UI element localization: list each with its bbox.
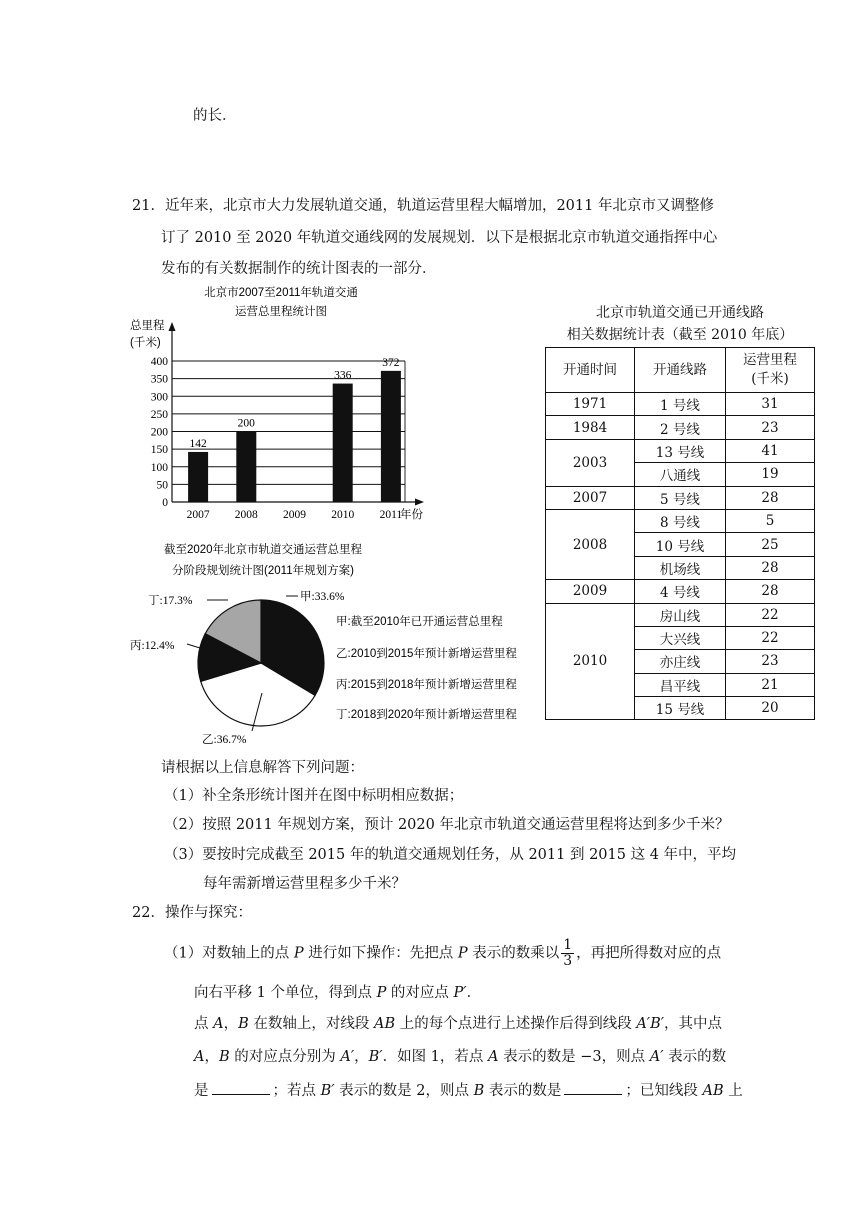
y-tick-label: 150: [150, 444, 168, 457]
fraction-one-third: [561, 938, 574, 969]
pie-chart: [130, 538, 545, 750]
cell-line-name: 大兴线: [635, 626, 726, 649]
bar-2008: [236, 432, 256, 503]
y-axis-label-1: 总里程: [130, 320, 165, 332]
cell-line-name: 1 号线: [635, 393, 726, 416]
pie-slices: [198, 600, 324, 726]
text-seg: 表示的数是 2，则点: [334, 1083, 474, 1099]
cell-open-year: 2010: [546, 603, 635, 720]
table-row: [546, 509, 815, 532]
text-seg: ，: [354, 1049, 369, 1065]
pie-label-yi: 乙:36.7%: [202, 734, 247, 746]
text-seg: ，: [204, 1049, 219, 1065]
y-tick-label: 50: [156, 479, 168, 492]
text-seg: 上的每个点进行上述操作后得到线段: [395, 1016, 637, 1032]
x-tick-2007: 2007: [186, 509, 210, 521]
q22-heading: [132, 903, 252, 923]
q21-number: 21．: [132, 198, 165, 214]
text-seg: 表示的数: [663, 1049, 727, 1065]
text-seg: ，再把所得数对应的点: [576, 945, 722, 962]
bar-value-2011: 372: [382, 356, 400, 369]
cell-mileage: 20: [726, 697, 815, 720]
cell-mileage: 28: [726, 486, 815, 509]
q22-line-1: [164, 938, 721, 969]
q21-line-1: 近年来，北京市大力发展轨道交通，轨道运营里程大幅增加，2011 年北京市又调整修: [164, 198, 714, 214]
pie-legend-ding: 丁:2018到2020年预计新增运营里程: [336, 709, 517, 721]
sub-question-2: （2）按照 2011 年规划方案，预计 2020 年北京市轨道交通运营里程将达到多少千米？: [164, 817, 730, 833]
x-axis-label: 年份: [400, 509, 423, 521]
data-table: [545, 347, 815, 720]
var-b-prime: B′: [368, 1049, 383, 1065]
x-tick-labels: [187, 509, 403, 521]
fraction-denominator: 3: [563, 953, 573, 969]
table-header-row: [546, 348, 815, 393]
cell-mileage: 19: [726, 463, 815, 486]
header-mileage: 运营里程 (千米): [726, 348, 815, 393]
cell-mileage: 25: [726, 533, 815, 556]
text-seg: ，: [223, 1016, 239, 1032]
cell-open-year: 2008: [546, 509, 635, 579]
var-b-prime: B′: [320, 1083, 335, 1099]
header-open-time: 开通时间: [546, 348, 635, 393]
var-b: B: [218, 1049, 230, 1065]
cell-line-name: 房山线: [635, 603, 726, 626]
cell-line-name: 机场线: [635, 556, 726, 579]
sub-question-3a: （3）要按时完成截至 2015 年的轨道交通规划任务，从 2011 到 2015 这 4 年中，平均: [164, 847, 737, 863]
text-seg: 进行如下操作：先把点: [303, 945, 458, 962]
var-ab: AB: [373, 1016, 396, 1032]
cell-mileage: 28: [726, 580, 815, 603]
cell-line-name: 昌平线: [635, 673, 726, 696]
pie-legend-yi: 乙:2010到2015年预计新增运营里程: [336, 648, 517, 660]
text-seg: 的对应点分别为: [229, 1049, 341, 1065]
pie-label-jia: 甲:33.6%: [300, 591, 345, 603]
bar-2011: [381, 371, 401, 502]
var-p: P: [293, 945, 304, 962]
q21-line-2: 订了 2010 至 2020 年轨道交通线网的发展规划．以下是根据北京市轨道交通指挥中心: [161, 230, 718, 246]
bars: [188, 371, 401, 502]
bar-2007: [188, 452, 208, 502]
bar-value-labels: [189, 357, 399, 450]
q22-title: 操作与探究：: [164, 905, 252, 921]
var-apbp: A′B′: [636, 1016, 665, 1032]
text-seg: ．: [466, 985, 482, 1001]
x-tick-2011: 2011: [379, 509, 403, 521]
table-row: [546, 486, 815, 509]
pie-chart-title-1: 截至2020年北京市轨道交通运营总里程: [163, 544, 363, 556]
table-title-1: 北京市轨道交通已开通线路: [596, 305, 764, 321]
x-tick-2009: 2009: [283, 509, 306, 521]
cell-open-year: 1971: [546, 393, 635, 416]
leader-bing: [187, 644, 200, 648]
cell-mileage: 23: [726, 416, 815, 439]
text-seg: 点: [194, 1016, 214, 1032]
cell-open-year: 2009: [546, 580, 635, 603]
table-row: [546, 416, 815, 439]
pie-legend-bing: 丙:2015到2018年预计新增运营里程: [336, 679, 517, 691]
q22-line-4: [194, 1047, 726, 1067]
var-a: A: [488, 1049, 499, 1065]
cell-line-name: 5 号线: [635, 486, 726, 509]
text-seg: ；若点: [272, 1083, 321, 1099]
cell-mileage: 22: [726, 626, 815, 649]
pie-chart-title-2: 分阶段规划统计图(2011年规划方案): [172, 565, 354, 577]
table-row: [546, 580, 815, 603]
q21-line-3: 发布的有关数据制作的统计图表的一部分．: [161, 261, 437, 277]
text-seg: 是: [194, 1083, 209, 1099]
table-row: [546, 393, 815, 416]
y-tick-label: 300: [150, 391, 168, 404]
x-axis-arrow: [415, 499, 424, 506]
var-b: B: [238, 1016, 249, 1032]
text-seg: （1）对数轴上的点: [164, 945, 294, 962]
cell-mileage: 28: [726, 556, 815, 579]
cell-mileage: 31: [726, 393, 815, 416]
bar-2010: [333, 384, 353, 502]
bar-chart: [128, 282, 428, 522]
y-tick-label: 200: [150, 426, 168, 439]
y-axis-label-2: (千米): [130, 337, 161, 349]
header-line: 开通线路: [635, 348, 726, 393]
cell-open-year: 2003: [546, 439, 635, 486]
text-seg: 表示的数是 −3，则点: [498, 1049, 650, 1065]
cell-line-name: 4 号线: [635, 580, 726, 603]
cell-line-name: 2 号线: [635, 416, 726, 439]
sub-question-1: （1）补全条形统计图并在图中标明相应数据；: [164, 788, 464, 804]
bar-value-2007: 142: [189, 437, 207, 450]
var-a-prime: A′: [340, 1049, 355, 1065]
cell-line-name: 13 号线: [635, 439, 726, 462]
y-tick-label: 350: [150, 373, 168, 386]
q22-number: 22．: [132, 905, 165, 921]
pie-legend-jia: 甲:截至2010年已开通运营总里程: [336, 616, 503, 628]
q22-line-5: [194, 1080, 743, 1101]
q21-paragraph: [132, 196, 714, 216]
continued-text: 的长．: [193, 108, 237, 124]
var-p: P: [457, 945, 468, 962]
cell-mileage: 41: [726, 439, 815, 462]
var-ab: AB: [702, 1083, 724, 1099]
q22-line-2: [194, 983, 481, 1003]
table-row: [546, 603, 815, 626]
text-seg: 表示的数是: [484, 1083, 562, 1099]
text-seg: 向右平移 1 个单位，得到点: [194, 985, 377, 1001]
bar-value-2010: 336: [334, 369, 352, 382]
instruction-text: 请根据以上信息解答下列问题：: [161, 760, 364, 776]
text-seg: 表示的数乘以: [467, 945, 560, 962]
fraction-numerator: 1: [563, 937, 573, 953]
bar-value-2008: 200: [237, 417, 255, 430]
cell-open-year: 2007: [546, 486, 635, 509]
answer-blank-1[interactable]: [212, 1080, 270, 1095]
table-row: [546, 439, 815, 462]
y-tick-label: 100: [150, 461, 168, 474]
y-tick-label: 250: [150, 408, 168, 421]
var-a-prime: A′: [649, 1049, 664, 1065]
y-tick-label: 0: [162, 497, 168, 509]
text-seg: 上: [723, 1083, 743, 1099]
x-tick-2008: 2008: [234, 509, 258, 521]
pie-label-bing: 丙:12.4%: [130, 640, 175, 652]
bar-chart-title-2: 运营总里程统计图: [235, 306, 327, 318]
cell-mileage: 22: [726, 603, 815, 626]
table-title-2: 相关数据统计表（截至 2010 年底）: [566, 327, 794, 343]
text-seg: 在数轴上，对线段: [248, 1016, 374, 1032]
cell-line-name: 八通线: [635, 463, 726, 486]
y-tick-labels: [151, 356, 169, 509]
var-p: P: [376, 985, 387, 1001]
var-a: A: [213, 1016, 224, 1032]
y-tick-label: 400: [150, 356, 168, 368]
sub-question-3b: 每年需新增运营里程多少千米？: [203, 876, 406, 892]
cell-line-name: 10 号线: [635, 533, 726, 556]
cell-line-name: 15 号线: [635, 697, 726, 720]
var-p-prime: P′: [453, 985, 467, 1001]
q22-line-3: [194, 1014, 722, 1034]
cell-line-name: 亦庄线: [635, 650, 726, 673]
cell-mileage: 5: [726, 509, 815, 532]
pie-label-ding: 丁:17.3%: [148, 595, 193, 607]
cell-mileage: 23: [726, 650, 815, 673]
y-axis-arrow: [169, 322, 176, 331]
cell-line-name: 8 号线: [635, 509, 726, 532]
x-tick-2010: 2010: [331, 509, 355, 521]
cell-open-year: 1984: [546, 416, 635, 439]
cell-mileage: 21: [726, 673, 815, 696]
bar-chart-title-1: 北京市2007至2011年轨道交通: [204, 287, 358, 299]
text-seg: 的对应点: [386, 985, 454, 1001]
text-seg: ；已知线段: [625, 1083, 703, 1099]
var-a: A: [194, 1049, 205, 1065]
text-seg: ．如图 1，若点: [382, 1049, 489, 1065]
var-b: B: [473, 1083, 485, 1099]
text-seg: ，其中点: [664, 1016, 723, 1032]
answer-blank-2[interactable]: [564, 1080, 622, 1095]
